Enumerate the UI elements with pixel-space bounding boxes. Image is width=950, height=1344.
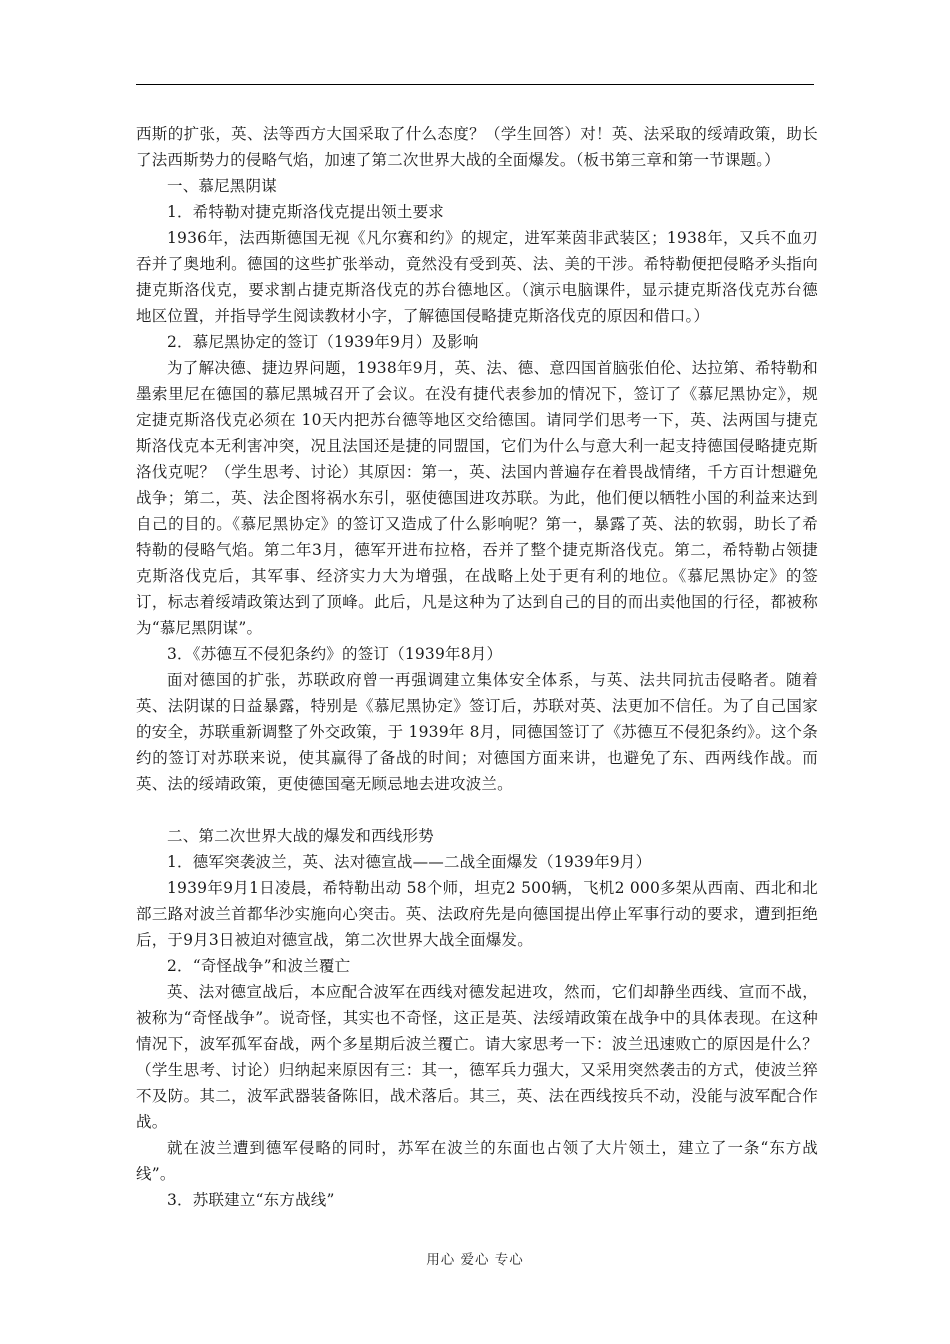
subheading-soviet-german-pact: 3．《苏德互不侵犯条约》的签订（1939年8月） (167, 645, 503, 663)
section-heading-munich: 一、慕尼黑阴谋 (167, 177, 277, 195)
subheading-eastern-front: 3．苏联建立“东方战线” (167, 1191, 335, 1209)
header-rule (136, 84, 814, 85)
page-footer: 用心 爱心 专心 (426, 1252, 524, 1268)
paragraph-intro: 西斯的扩张，英、法等西方大国采取了什么态度？（学生回答）对！英、法采取的绥靖政策，助长了法西斯势力的侵略气焰，加速了第二次世界大战的全面爆发。（板书第三章和第一节课题。） (136, 125, 818, 169)
paragraph-soviet-german-pact: 面对德国的扩张，苏联政府曾一再强调建立集体安全体系，与英、法共同抗击侵略者。随着英、法阴谋的日益暴露，特别是《慕尼黑协定》签订后，苏联对英、法更加不信任。为了自己国家的安全，苏联重新调整了外交政策，于 1939年 8月，同德国签订了《苏德互不侵犯条约》。这个条约的签订对苏联来说，使其赢得了备战的时间；对德国方面来讲，也避免了东、西两线作战。而英、法的绥靖政策，更使德国毫无顾忌地去进攻波兰。 (136, 671, 818, 793)
section-heading-war-outbreak: 二、第二次世界大战的爆发和西线形势 (167, 827, 434, 845)
subheading-invasion-poland: 1．德军突袭波兰，英、法对德宣战——二战全面爆发（1939年9月） (167, 853, 652, 871)
document-body (136, 121, 818, 1213)
paragraph-eastern-front: 就在波兰遭到德军侵略的同时，苏军在波兰的东面也占领了大片领土，建立了一条“东方战线”。 (136, 1139, 818, 1183)
paragraph-invasion-poland: 1939年9月1日凌晨，希特勒出动 58个师，坦克2 500辆，飞机2 000多架从西南、西北和北部三路对波兰首都华沙实施向心突击。英、法政府先是向德国提出停止军事行动的要求，遭到拒绝后，于9月3日被迫对德宣战，第二次世界大战全面爆发。 (136, 879, 818, 949)
subheading-munich-agreement: 2．慕尼黑协定的签订（1939年9月）及影响 (167, 333, 479, 351)
paragraph-phony-war: 英、法对德宣战后，本应配合波军在西线对德发起进攻，然而，它们却静坐西线、宣而不战，被称为“奇怪战争”。说奇怪，其实也不奇怪，这正是英、法绥靖政策在战争中的具体表现。在这种情况下，波军孤军奋战，两个多星期后波兰覆亡。请大家思考一下：波兰迅速败亡的原因是什么？（学生思考、讨论）归纳起来原因有三：其一，德军兵力强大，又采用突然袭击的方式，使波兰猝不及防。其二，波军武器装备陈旧，战术落后。其三，英、法在西线按兵不动，没能与波军配合作战。 (136, 983, 818, 1131)
paragraph-territorial-demand: 1936年，法西斯德国无视《凡尔赛和约》的规定，进军莱茵非武装区；1938年，又兵不血刃吞并了奥地利。德国的这些扩张举动，竟然没有受到英、法、美的干涉。希特勒便把侵略矛头指向捷克斯洛伐克，要求割占捷克斯洛伐克的苏台德地区。（演示电脑课件，显示捷克斯洛伐克苏台德地区位置，并指导学生阅读教材小字，了解德国侵略捷克斯洛伐克的原因和借口。） (136, 229, 818, 325)
section-spacer (136, 797, 818, 823)
subheading-territorial-demand: 1．希特勒对捷克斯洛伐克提出领土要求 (167, 203, 444, 221)
subheading-phony-war: 2．“奇怪战争”和波兰覆亡 (167, 957, 351, 975)
paragraph-munich-agreement: 为了解决德、捷边界问题，1938年9月，英、法、德、意四国首脑张伯伦、达拉第、希特勒和墨索里尼在德国的慕尼黑城召开了会议。在没有捷代表参加的情况下，签订了《慕尼黑协定》，规定捷克斯洛伐克必须在 10天内把苏台德等地区交给德国。请同学们思考一下，英、法两国与捷克斯洛伐克本无利害冲突，况且法国还是捷的同盟国，它们为什么与意大利一起支持德国侵略捷克斯洛伐克呢？（学生思考、讨论）其原因：第一，英、法国内普遍存在着畏战情绪，千方百计想避免战争；第二，英、法企图将祸水东引，驱使德国进攻苏联。为此，他们便以牺牲小国的利益来达到自己的目的。《慕尼黑协定》的签订又造成了什么影响呢？第一，暴露了英、法的软弱，助长了希特勒的侵略气焰。第二年3月，德军开进布拉格，吞并了整个捷克斯洛伐克。第二，希特勒占领捷克斯洛伐克后，其军事、经济实力大为增强，在战略上处于更有利的地位。《慕尼黑协定》的签订，标志着绥靖政策达到了顶峰。此后，凡是这种为了达到自己的目的而出卖他国的行径，都被称为“慕尼黑阴谋”。 (136, 359, 818, 637)
